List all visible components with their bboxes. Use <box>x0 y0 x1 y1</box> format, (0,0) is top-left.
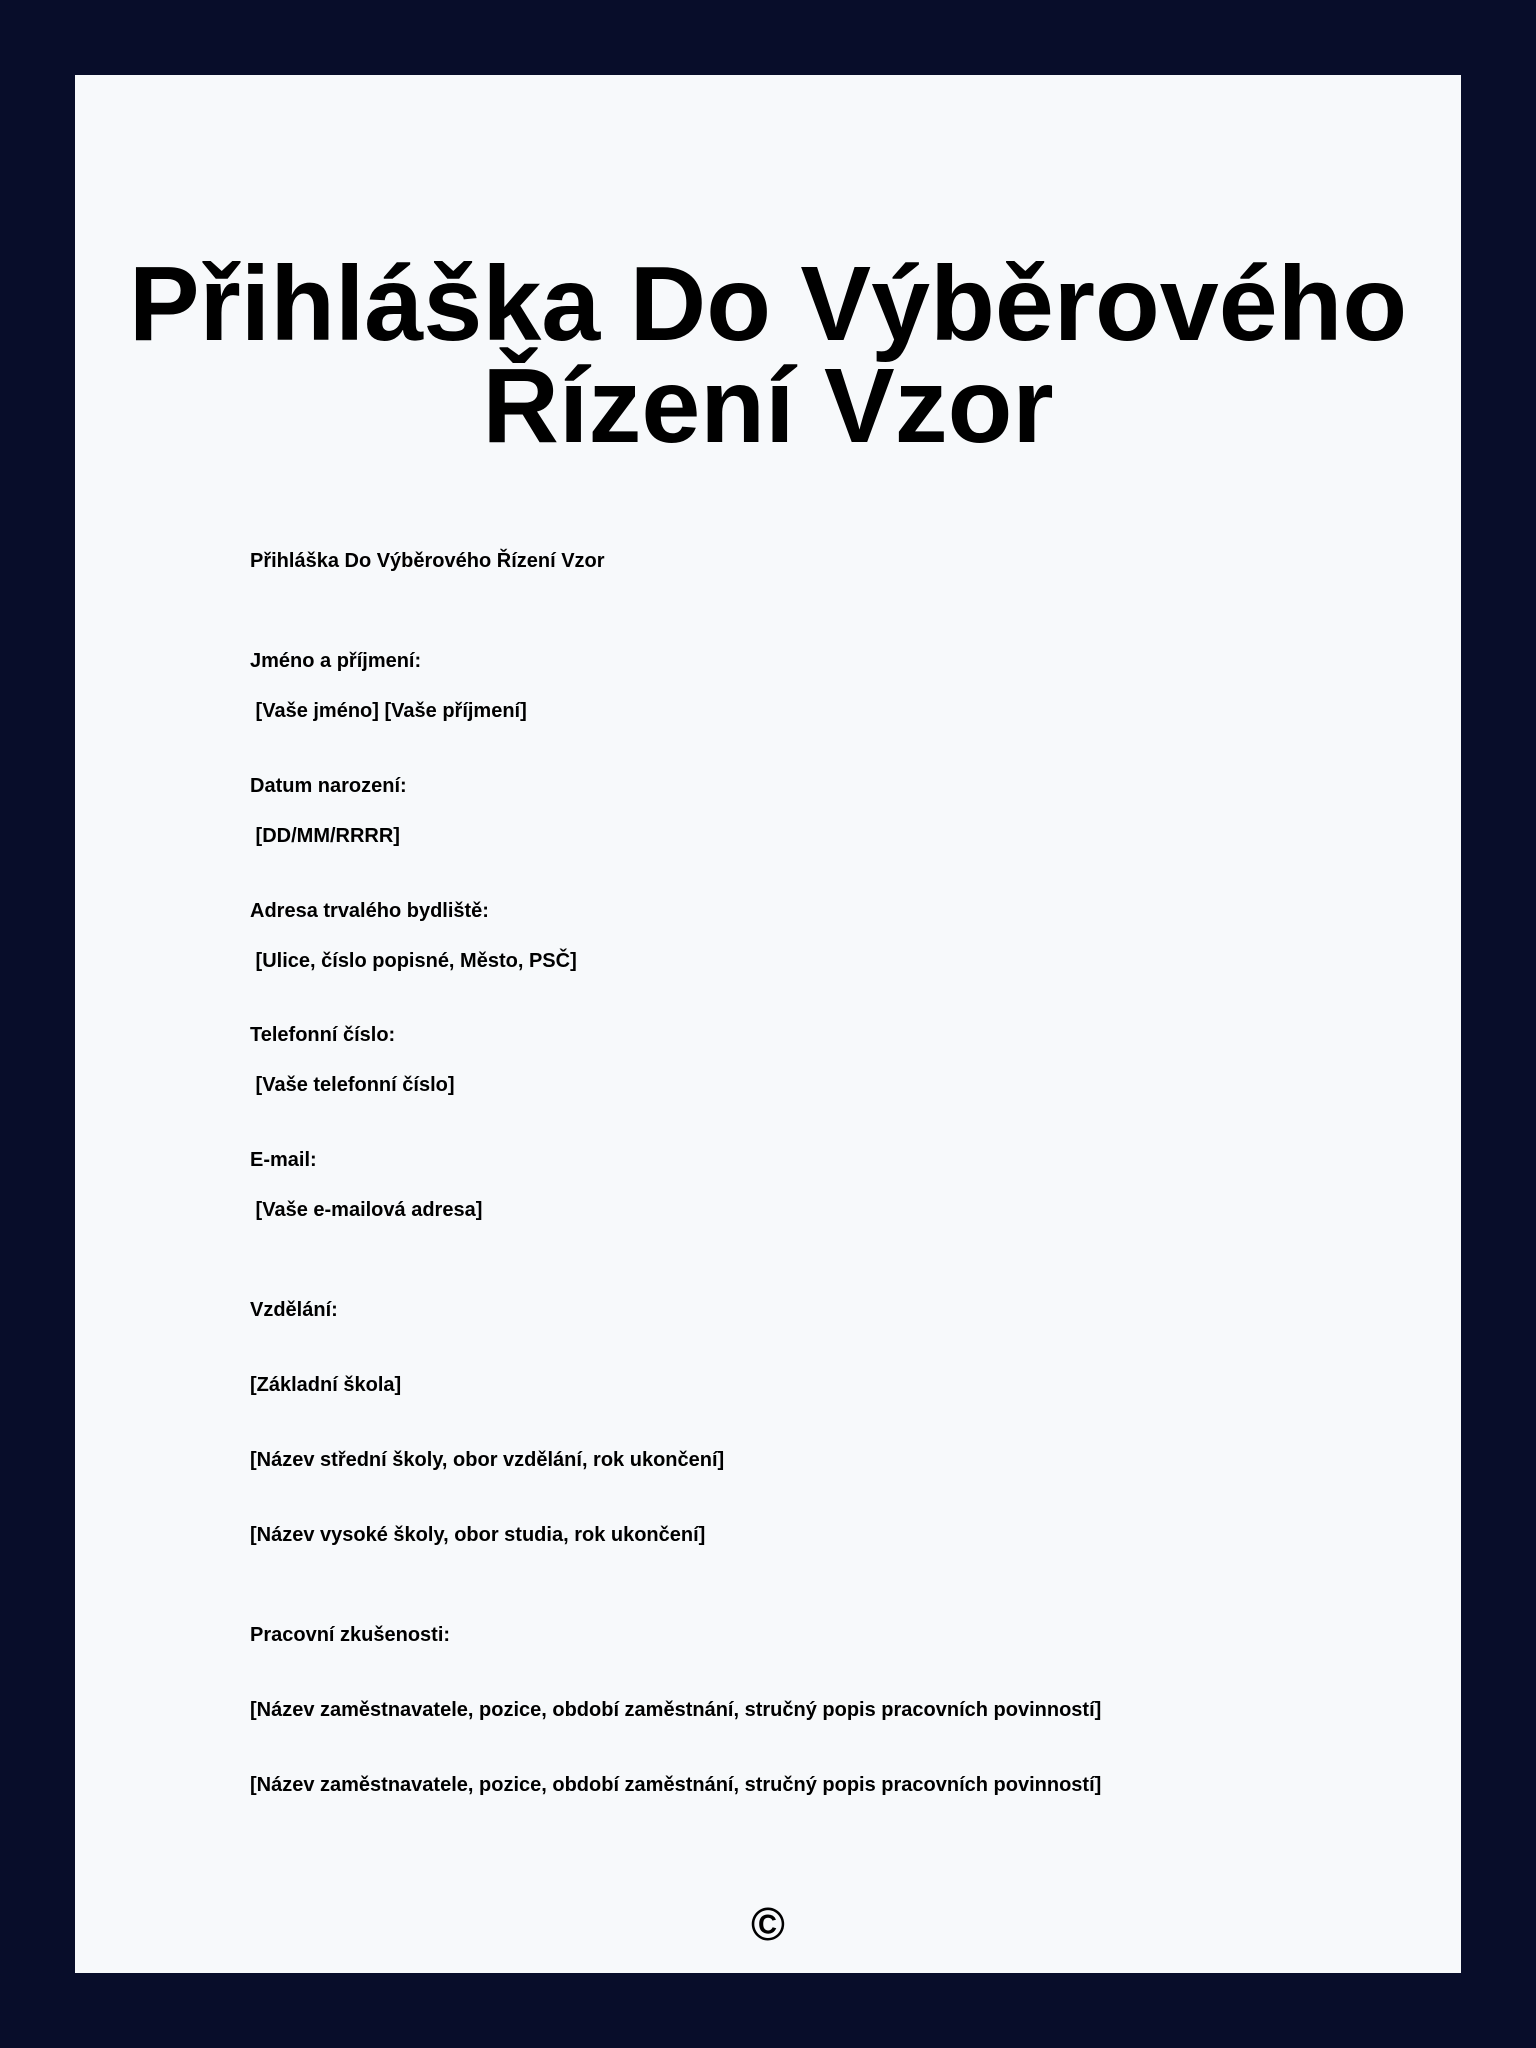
education-item: [Název vysoké školy, obor studia, rok ukončení] <box>250 1524 706 1546</box>
education-item: [Základní škola] <box>250 1374 402 1396</box>
field-label-birthdate: Datum narození: <box>250 775 407 797</box>
field-value-email: [Vaše e-mailová adresa] <box>250 1199 483 1221</box>
education-item: [Název střední školy, obor vzdělání, rok ukončení] <box>250 1449 725 1471</box>
field-value-phone: [Vaše telefonní číslo] <box>250 1074 455 1096</box>
document-title-line-1: Přihláška Do Výběrového <box>128 245 1408 363</box>
field-label-address: Adresa trvalého bydliště: <box>250 900 489 922</box>
document-title <box>75 245 1461 465</box>
field-label-name: Jméno a příjmení: <box>250 650 422 672</box>
experience-item: [Název zaměstnavatele, pozice, období zaměstnání, stručný popis pracovních povinností] <box>250 1774 1102 1796</box>
document-subtitle: Přihláška Do Výběrového Řízení Vzor <box>250 550 605 572</box>
experience-heading: Pracovní zkušenosti: <box>250 1624 451 1646</box>
field-value-name: [Vaše jméno] [Vaše příjmení] <box>250 700 527 722</box>
field-value-address: [Ulice, číslo popisné, Město, PSČ] <box>250 950 577 972</box>
education-heading: Vzdělání: <box>250 1299 338 1321</box>
field-label-email: E-mail: <box>250 1149 317 1171</box>
field-value-birthdate: [DD/MM/RRRR] <box>250 825 400 847</box>
copyright-symbol: © <box>751 1898 785 1950</box>
field-label-phone: Telefonní číslo: <box>250 1024 396 1046</box>
document-page <box>75 75 1461 1973</box>
experience-item: [Název zaměstnavatele, pozice, období zaměstnání, stručný popis pracovních povinností] <box>250 1699 1102 1721</box>
document-title-line-2: Řízení Vzor <box>482 347 1054 465</box>
